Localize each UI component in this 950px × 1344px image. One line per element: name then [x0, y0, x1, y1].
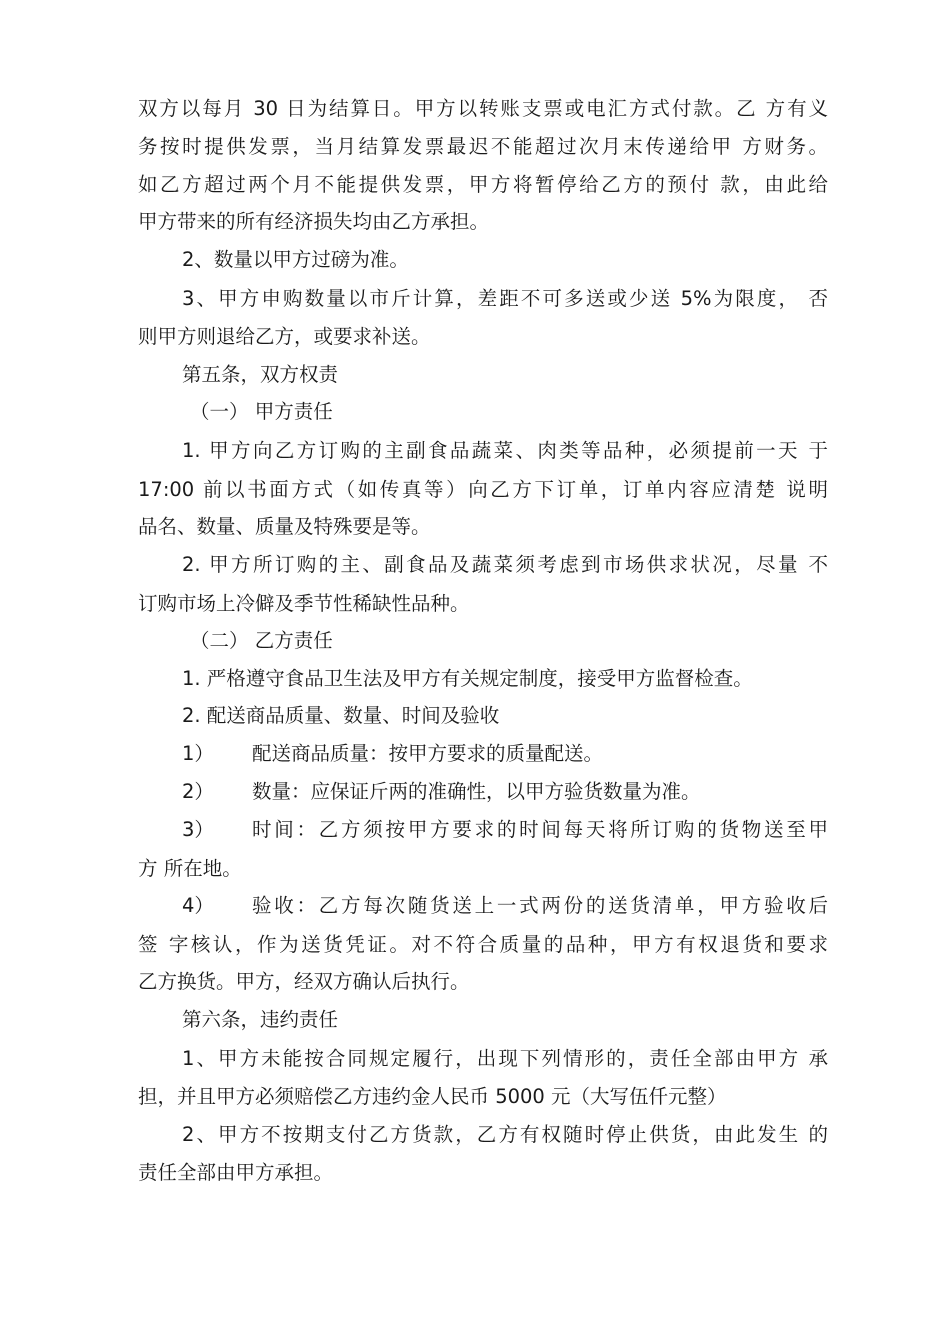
paragraph-line: 品名、数量、质量及特殊要是等。: [138, 515, 431, 538]
section-party-b-heading: （二） 乙方责任: [190, 629, 333, 652]
party-b-item-1: 1. 严格遵守食品卫生法及甲方有关规定制度，接受甲方监督检查。: [182, 667, 753, 690]
list-item-number: 1）: [182, 742, 214, 765]
paragraph-line: 乙方换货。甲方，经双方确认后执行。: [138, 970, 470, 993]
paragraph-line: 担，并且甲方必须赔偿乙方违约金人民币 5000 元（大写伍仟元整）: [138, 1085, 727, 1108]
article-5-heading: 第五条，双方权责: [182, 363, 339, 386]
paragraph-line: 如乙方超过两个月不能提供发票，甲方将暂停给乙方的预付 款，由此给: [138, 173, 828, 196]
paragraph-line: 方 所在地。: [138, 857, 242, 880]
list-item-number: 2）: [182, 780, 214, 803]
paragraph-line: 则甲方则退给乙方，或要求补送。: [138, 325, 431, 348]
section-party-a-heading: （一） 甲方责任: [190, 400, 333, 423]
list-item-number: 3）: [182, 818, 214, 841]
breach-clause-1: 1、甲方未能按合同规定履行，出现下列情形的，责任全部由甲方 承: [182, 1047, 828, 1070]
list-item-text: 验收：乙方每次随货送上一式两份的送货清单，甲方验收后: [252, 894, 828, 917]
paragraph-line: 务按时提供发票，当月结算发票最迟不能超过次月末传递给甲 方财务。: [138, 135, 828, 158]
list-item-text: 配送商品质量：按甲方要求的质量配送。: [252, 742, 604, 765]
breach-clause-2: 2、甲方不按期支付乙方货款，乙方有权随时停止供货，由此发生 的: [182, 1123, 828, 1146]
list-item-number: 4）: [182, 894, 214, 917]
paragraph-line: 签 字核认，作为送货凭证。对不符合质量的品种，甲方有权退货和要求: [138, 933, 828, 956]
paragraph-line: 双方以每月 30 日为结算日。甲方以转账支票或电汇方式付款。乙 方有义: [138, 97, 828, 120]
party-a-item-2: 2. 甲方所订购的主、副食品及蔬菜须考虑到市场供求状况，尽量 不: [182, 553, 828, 576]
paragraph-line: 责任全部由甲方承担。: [138, 1161, 334, 1184]
list-item-text: 时间：乙方须按甲方要求的时间每天将所订购的货物送至甲: [252, 818, 828, 841]
party-b-item-2: 2. 配送商品质量、数量、时间及验收: [182, 704, 500, 727]
list-item-text: 数量：应保证斤两的准确性，以甲方验货数量为准。: [252, 780, 701, 803]
party-a-item-1: 1. 甲方向乙方订购的主副食品蔬菜、肉类等品种，必须提前一天 于: [182, 439, 828, 462]
paragraph-line: 17:00 前以书面方式（如传真等）向乙方下订单，订单内容应清楚 说明: [138, 478, 828, 501]
paragraph-line: 甲方带来的所有经济损失均由乙方承担。: [138, 210, 490, 233]
article-6-heading: 第六条，违约责任: [182, 1008, 339, 1031]
clause-3: 3、甲方申购数量以市斤计算，差距不可多送或少送 5%为限度， 否: [182, 287, 828, 310]
clause-2: 2、数量以甲方过磅为准。: [182, 248, 409, 271]
paragraph-line: 订购市场上冷僻及季节性稀缺性品种。: [138, 592, 470, 615]
